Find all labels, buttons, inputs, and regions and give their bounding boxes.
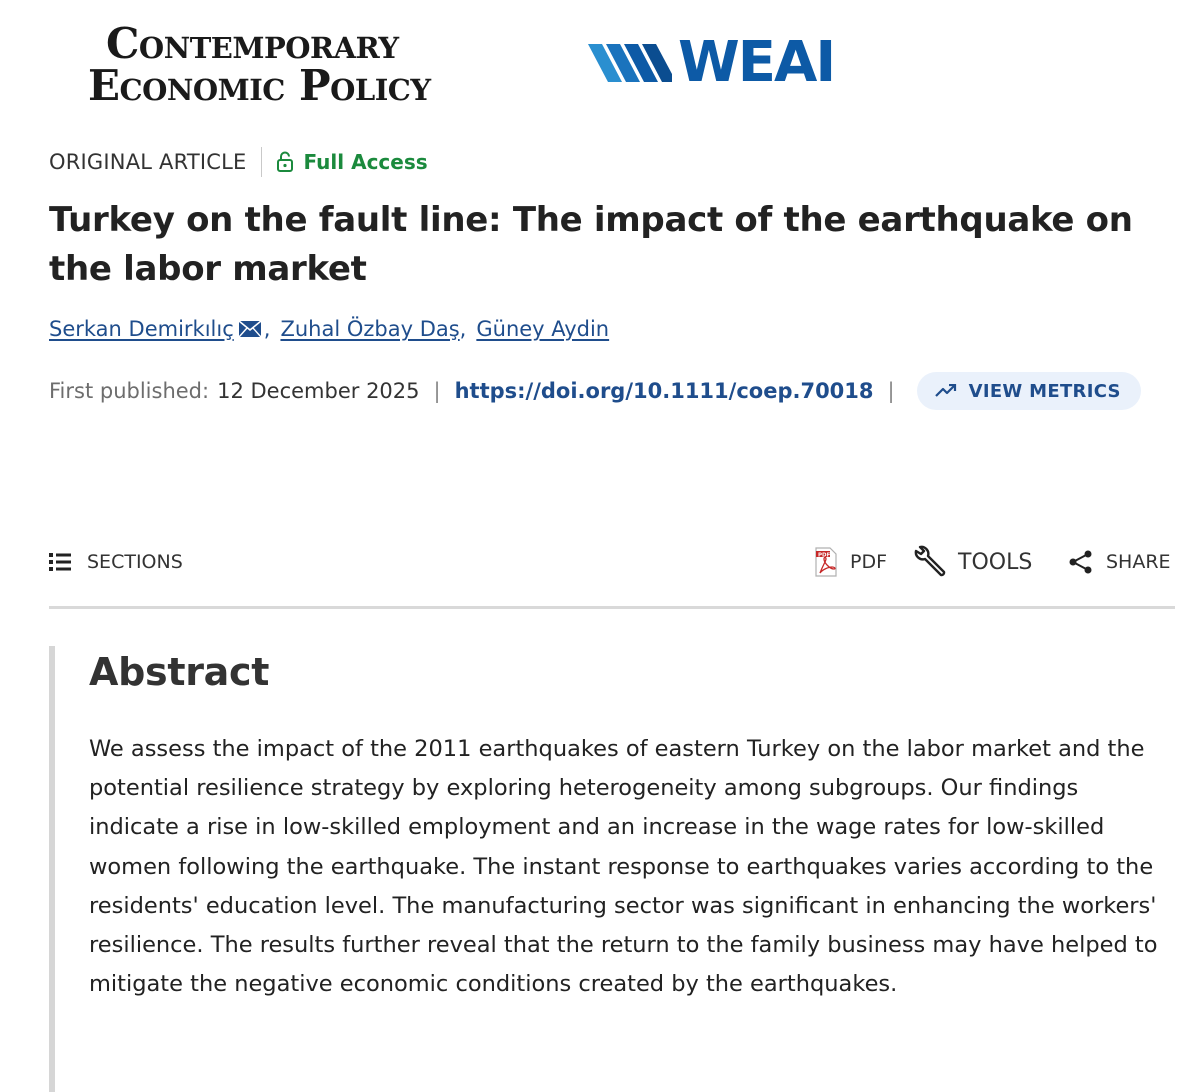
article-type: ORIGINAL ARTICLE xyxy=(49,150,247,174)
author-separator: , xyxy=(459,317,467,341)
abstract-heading: Abstract xyxy=(89,650,270,694)
journal-logo-line2: Economic Policy xyxy=(88,61,431,110)
author-list xyxy=(49,317,609,341)
trending-up-icon xyxy=(935,384,957,398)
abstract-text: We assess the impact of the 2011 earthquakes of eastern Turkey on the labor market and the potential resilience strategy by exploring heterogeneity among subgroups. Our findings indicate a rise in low-skilled employment and an increase in the wage rates for low-skilled women following the earthquake. The instant response to earthquakes varies according to the residents' education level. The manufacturing sector was significant in enhancing the workers' resilience. The results further reveal that the return to the family business may have helped to mitigate the negative economic conditions created by the earthquakes. xyxy=(89,736,1158,998)
tools-button[interactable] xyxy=(912,540,1032,584)
pipe-separator: | xyxy=(887,379,895,403)
pdf-button[interactable] xyxy=(814,540,887,584)
share-button[interactable] xyxy=(1068,540,1171,584)
author-link[interactable]: Serkan Demirkılıç xyxy=(49,317,234,341)
access-label: Full Access xyxy=(303,150,428,174)
meta-divider xyxy=(261,147,262,177)
first-published-date: 12 December 2025 xyxy=(217,379,420,403)
view-metrics-label: VIEW METRICS xyxy=(968,380,1121,402)
share-icon xyxy=(1068,549,1094,575)
access-badge xyxy=(276,150,428,174)
journal-logo[interactable] xyxy=(88,19,431,110)
share-label: SHARE xyxy=(1106,551,1171,573)
toolbar-divider xyxy=(49,606,1175,609)
tools-label: TOOLS xyxy=(958,549,1033,575)
author-separator: , xyxy=(263,317,271,341)
article-toolbar xyxy=(49,540,1175,584)
article-meta xyxy=(49,147,428,177)
author-link[interactable]: Güney Aydin xyxy=(476,317,610,341)
email-icon[interactable] xyxy=(238,320,262,338)
sections-label: SECTIONS xyxy=(87,551,183,573)
wrench-icon xyxy=(912,545,946,579)
weai-logo[interactable] xyxy=(588,30,835,95)
unlock-icon xyxy=(276,151,294,173)
svg-text:PDF: PDF xyxy=(818,552,831,559)
article-title: Turkey on the fault line: The impact of the earthquake on the labor market xyxy=(49,200,1133,289)
journal-logo-line1: Contemporary xyxy=(106,19,399,68)
pdf-icon xyxy=(814,547,838,577)
list-icon xyxy=(49,553,71,571)
weai-stripes-icon xyxy=(588,40,672,86)
publication-info xyxy=(49,372,1141,410)
sections-button[interactable] xyxy=(49,540,183,584)
first-published-label: First published: xyxy=(49,379,210,403)
weai-logo-text: WEAI xyxy=(678,30,835,95)
view-metrics-button[interactable] xyxy=(917,372,1141,410)
author-link[interactable]: Zuhal Özbay Daş xyxy=(280,317,460,341)
pdf-label: PDF xyxy=(850,551,888,573)
doi-link[interactable]: https://doi.org/10.1111/coep.70018 xyxy=(454,379,874,403)
abstract-section xyxy=(49,646,1181,1092)
pipe-separator: | xyxy=(433,379,441,403)
